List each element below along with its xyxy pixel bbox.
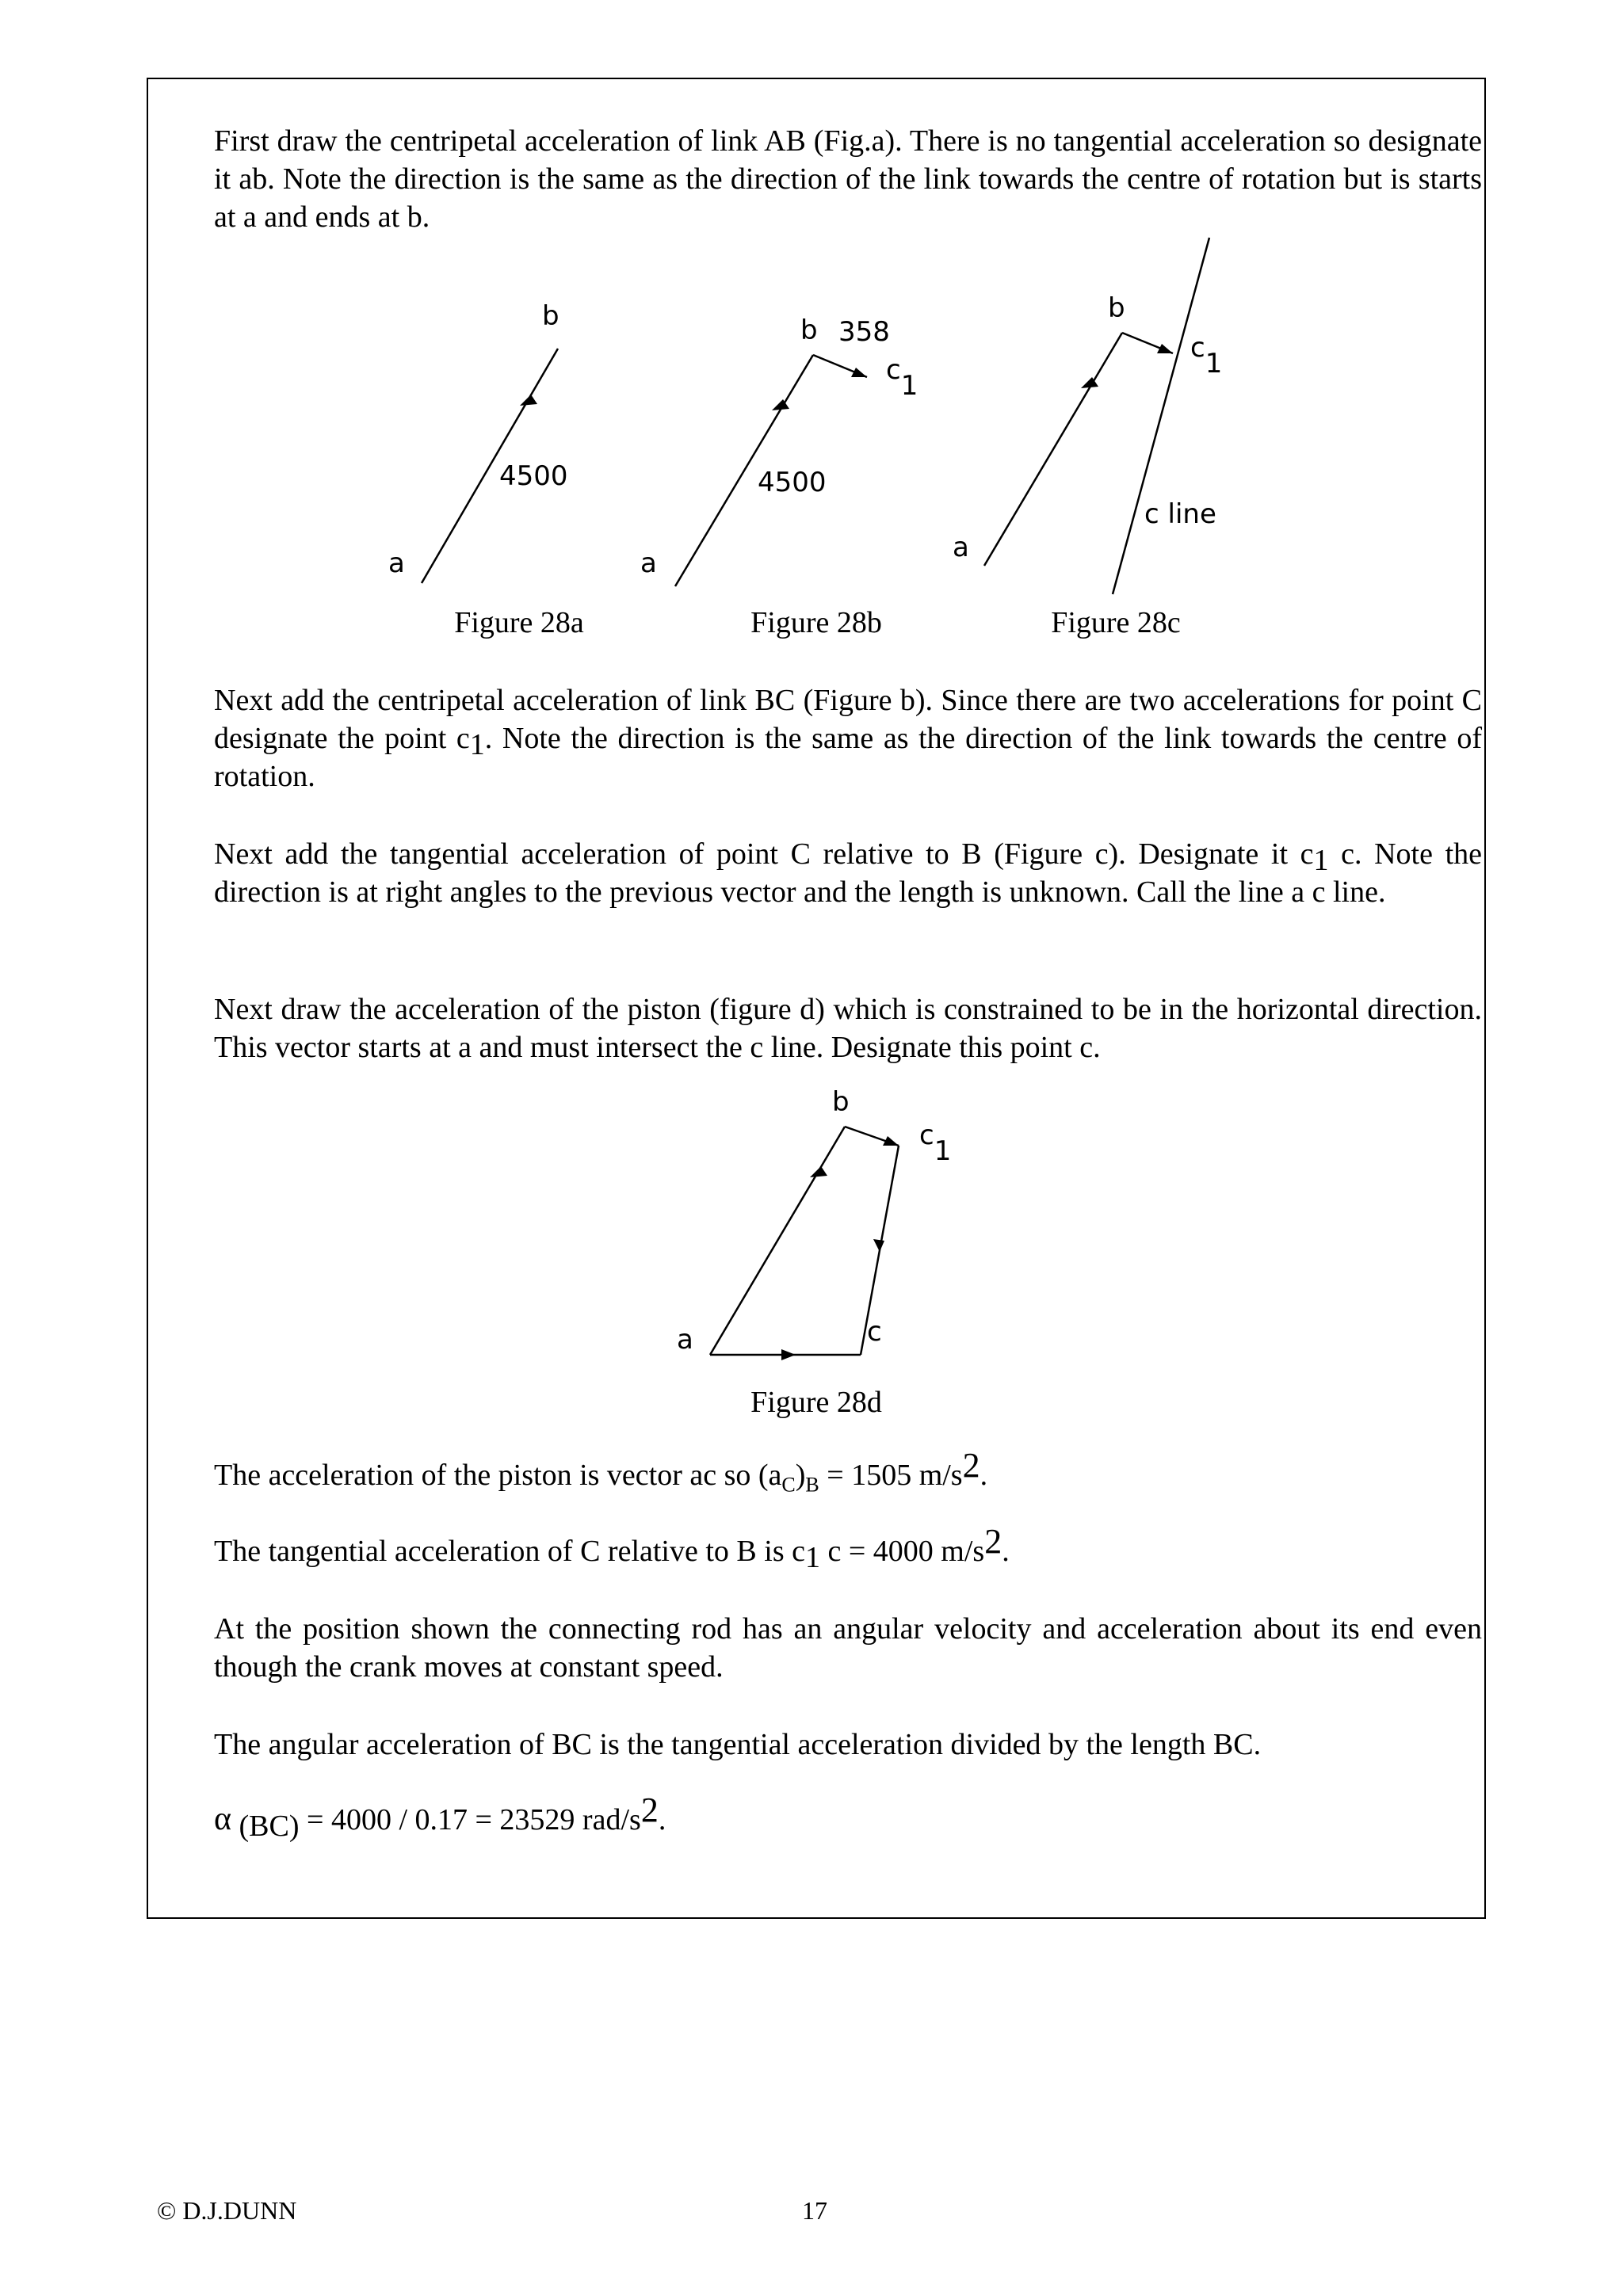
caption-28a: Figure 28a: [454, 606, 584, 639]
paragraph-piston-acceleration: The acceleration of the piston is vector ac so $(a_C)_B = 1505$ m/s2.: [214, 1446, 988, 1497]
value-label: 4500: [758, 467, 827, 498]
paragraph-alpha-result: α (BC) = 4000 / 0.17 = 23529 rad/s2.: [214, 1791, 666, 1843]
figure-28b: [634, 309, 943, 602]
label-b: b: [832, 1086, 850, 1118]
arrowhead: [810, 1166, 827, 1177]
figure-28d: [666, 1077, 967, 1394]
figure-28a: [349, 285, 626, 602]
paragraph-centripetal-bc: Next add the centripetal acceleration of link BC (Figure b). Since there are two accelerations for point C designate the point c1. Note the direction is the same as the direction of the link towards the centre of rotation.: [214, 684, 1482, 793]
c-line-label: c line: [1144, 498, 1216, 530]
footer-copyright: © D.J.DUNN: [157, 2196, 297, 2225]
label-c: c: [867, 1316, 882, 1348]
figure-28c: [943, 230, 1292, 602]
paragraph-tangential-c: Next add the tangential acceleration of point C relative to B (Figure c). Designate it c1 c. Note the direction is at right angles to the previous vector and the length is unknown. Call the line a c line.: [214, 837, 1483, 909]
label-a: a: [677, 1324, 693, 1356]
arrowhead: [873, 1239, 884, 1252]
arrowhead: [851, 368, 867, 377]
label-b: b: [800, 315, 818, 346]
label-b: b: [1108, 292, 1125, 324]
label-b: b: [542, 300, 559, 332]
label-c1: c1: [886, 354, 918, 402]
label-a: a: [640, 547, 657, 579]
paragraph-connecting-rod: At the position shown the connecting rod has an angular velocity and acceleration about its end even though the crank moves at constant speed.: [214, 1612, 1482, 1684]
paragraph-tangential-value: The tangential acceleration of C relative to B is c1 c = 4000 m/s2.: [214, 1522, 1010, 1574]
label-c1: c1: [919, 1119, 952, 1167]
paragraph-angular-acceleration: The angular acceleration of BC is the tangential acceleration divided by the length BC.: [214, 1728, 1262, 1761]
label-a: a: [388, 547, 405, 579]
arrowhead: [520, 395, 537, 406]
vector-ab: [710, 1127, 845, 1355]
arrowhead: [883, 1136, 899, 1146]
caption-28c: Figure 28c: [1051, 606, 1181, 639]
c-line: [1113, 238, 1209, 594]
paragraph-piston: Next draw the acceleration of the piston (figure d) which is constrained to be in the horizontal direction. This vector starts at a and must intersect the c line. Designate this point c.: [214, 993, 1482, 1064]
value-label: 4500: [499, 460, 568, 492]
caption-28b: Figure 28b: [750, 606, 882, 639]
arrowhead: [1157, 344, 1173, 353]
footer-page-number: 17: [802, 2196, 827, 2225]
value-358: 358: [838, 316, 890, 348]
label-a: a: [953, 532, 969, 563]
caption-28d: Figure 28d: [750, 1386, 882, 1419]
label-c1: c1: [1190, 332, 1223, 379]
vector-ab: [984, 333, 1122, 566]
paragraph-intro: First draw the centripetal acceleration of link AB (Fig.a). There is no tangential acceleration so designate it ab. Note the direction is the same as the direction of the link towards the centre of rotation but is starts at a and ends at b.: [214, 124, 1482, 234]
arrowhead: [781, 1349, 796, 1360]
